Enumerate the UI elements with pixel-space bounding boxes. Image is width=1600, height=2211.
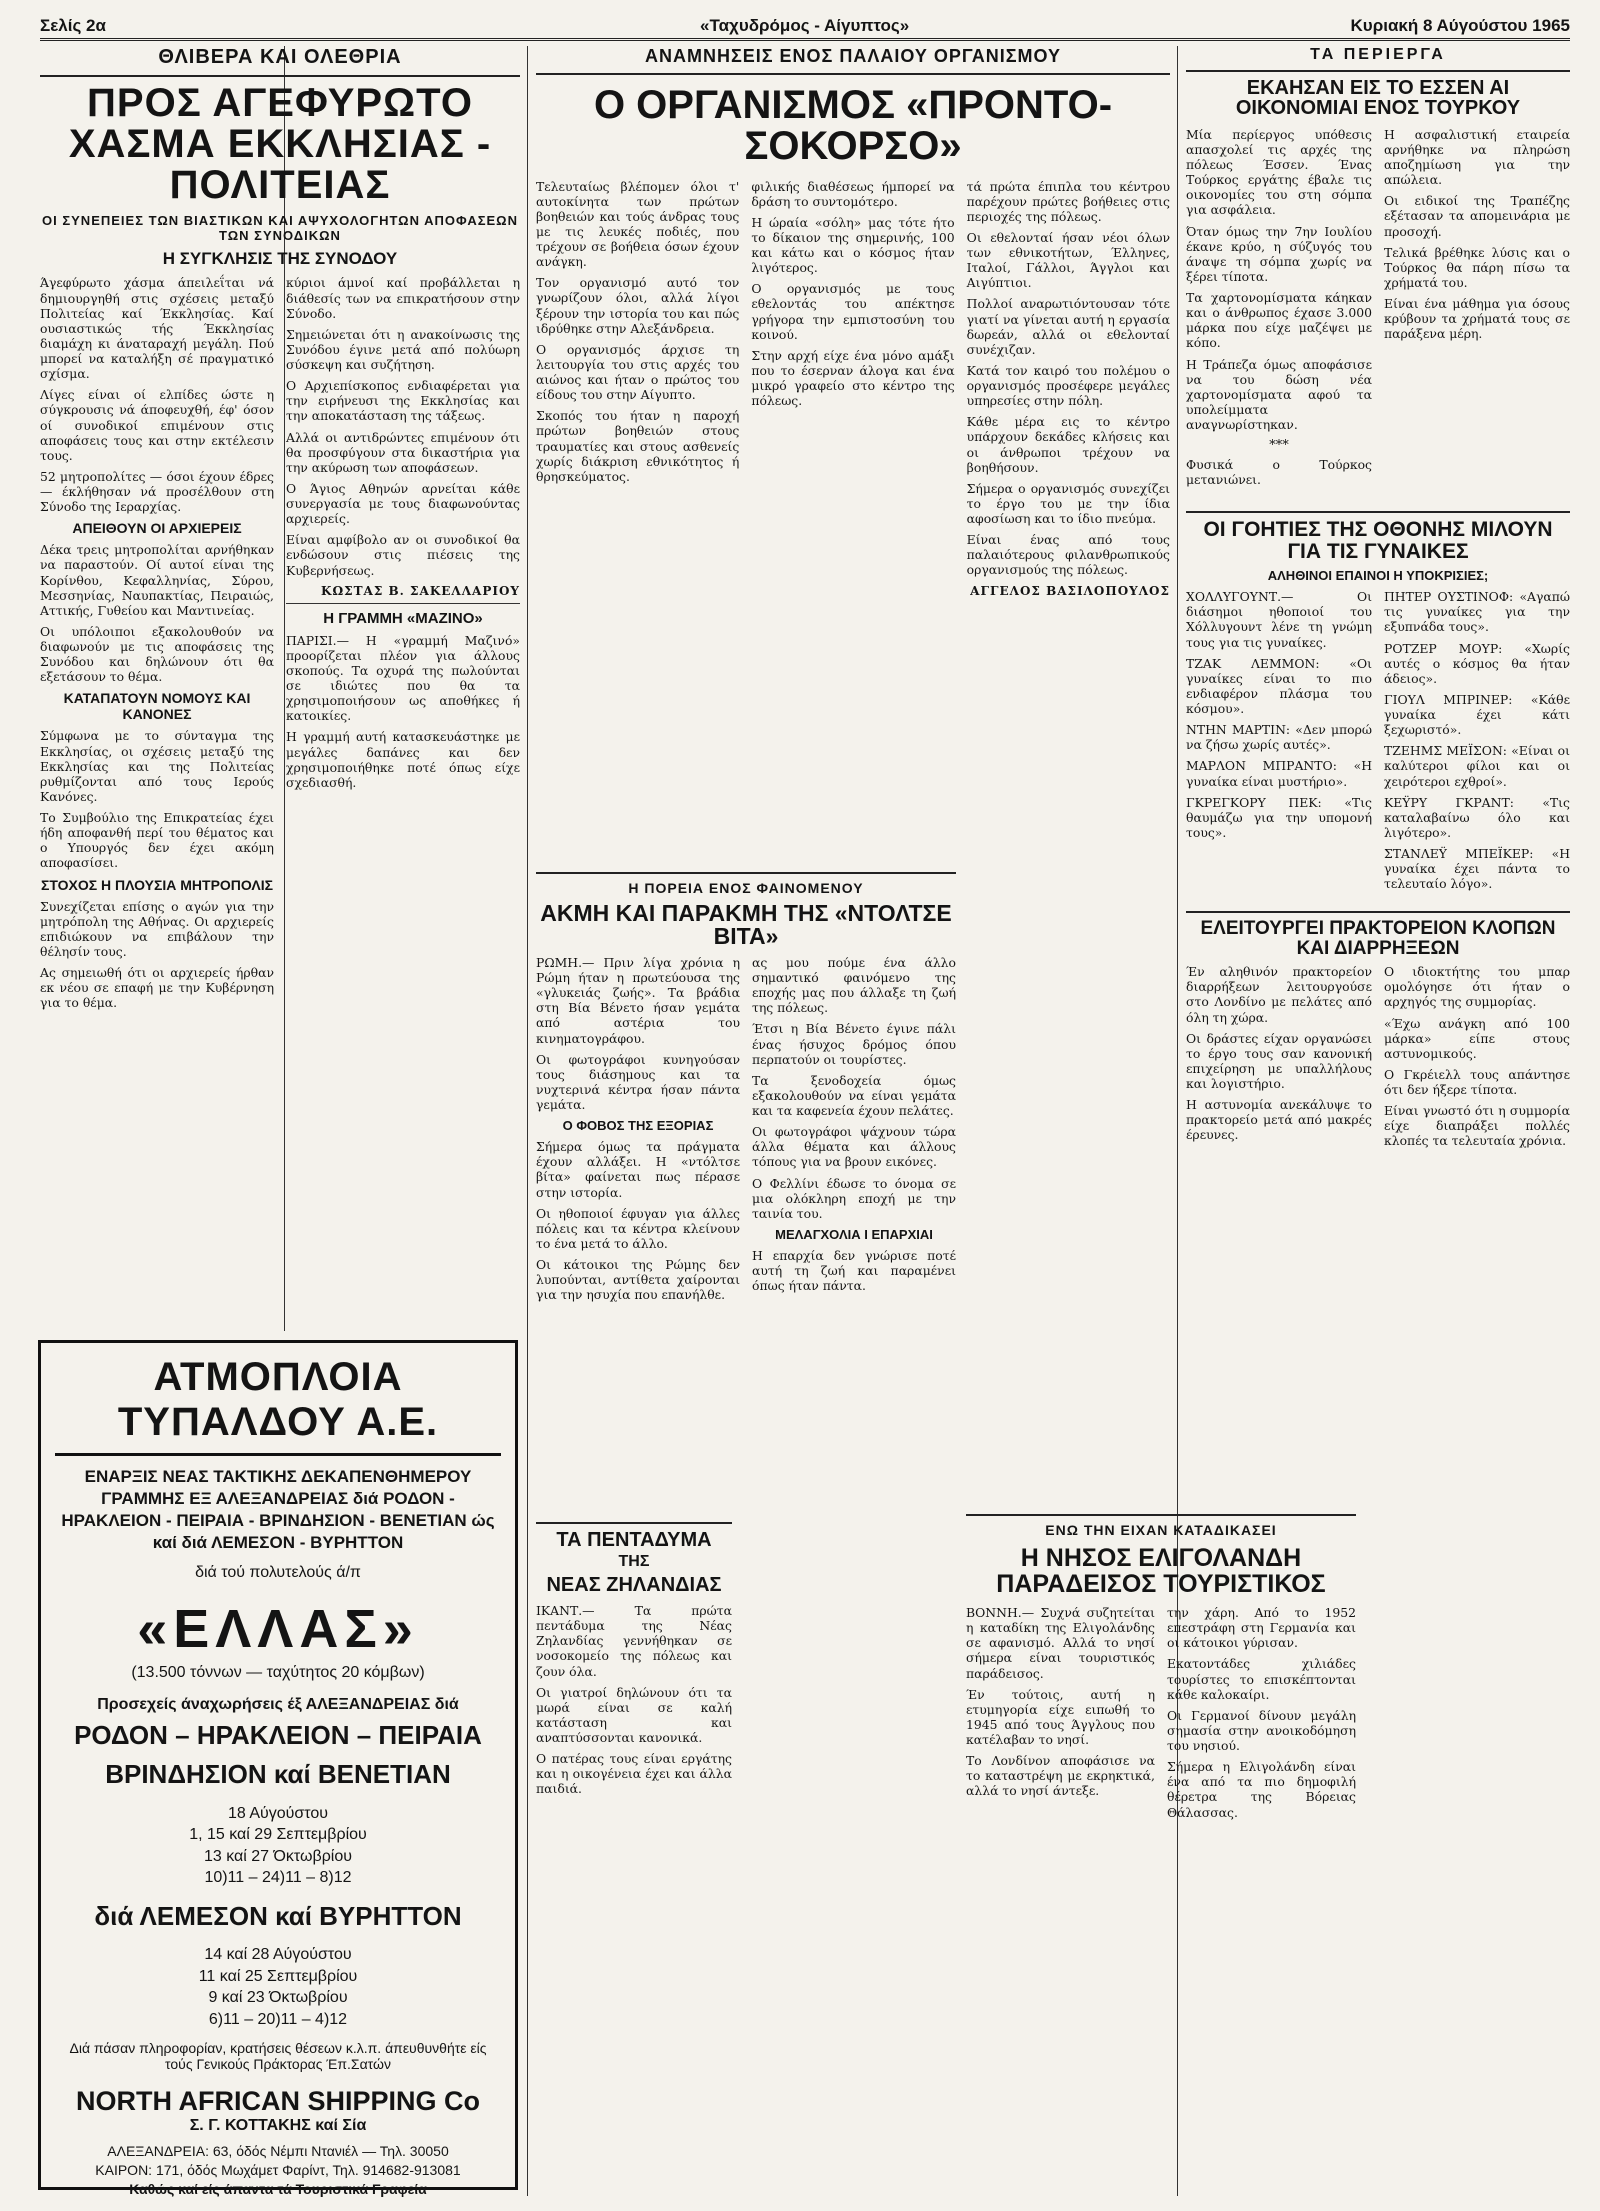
section-title: Η ΣΥΓΚΛΗΣΙΣ ΤΗΣ ΣΥΝΟΔΟΥ — [162, 249, 398, 269]
paragraph: Αλλά οι αντιδρώντες επιμένουν ότι θα προσφύγουν στα δικαστήρια για την ακύρωση των αποφάσεων. — [286, 429, 520, 475]
paragraph: Ο ιδιοκτήτης του μπαρ ομολόγησε ότι ήταν ο αρχηγός της συμμορίας. — [1384, 964, 1570, 1010]
ad-agent: NORTH AFRICAN SHIPPING Co — [76, 2086, 480, 2117]
paragraph: Ο Γκρέιελλ τους απάντησε ότι δεν ήξερε τίποτα. — [1384, 1066, 1570, 1098]
kicker: ΤΑ ΠΕΝΤΑΔΥΜΑ — [556, 1529, 712, 1551]
paragraph: ΝΤΗΝ ΜΑΡΤΙΝ: «Δεν μπορώ να ζήσω χωρίς αυτές». — [1186, 722, 1372, 753]
paragraph: Συνεχίζεται επίσης ο αγών για την μητρόπολη της Αθήνας. Οι αρχιερείς επιδιώκουν να επιβάλουν την θέλησίν τους. — [40, 898, 274, 959]
ad-info: Διά πάσαν πληροφορίαν, κρατήσεις θέσεων κ.λ.π. άπευθυνθήτε είς τούς Γενικούς Πράκτορας Έπ.Σατών — [69, 2040, 487, 2073]
paragraph: ΡΩΜΗ.— Πριν λίγα χρόνια η Ρώμη ήταν η πρωτεύουσα της «γλυκειάς ζωής». Τα βράδια στη Βία Βένετο ήσαν γεμάτα από αστέρια του κινηματογράφου. — [536, 954, 740, 1046]
byline: ΑΓΓΕΛΟΣ ΒΑΣΙΛΟΠΟΥΛΟΣ — [970, 583, 1170, 598]
ad-date: 10)11 – 24)11 – 8)12 — [204, 1869, 352, 1887]
paragraph: ΠΑΡΙΣΙ.— Η «γραμμή Μαζινό» προορίζεται πλέον για άλλους σκοπούς. Τα οχυρά της πωλούνται σε ιδιώτες που θα τα χρησιμοποιήσουν ως αποθήκες ή κατοικίες. — [286, 632, 520, 724]
separator-stars: *** — [1269, 438, 1289, 454]
paragraph: Ο οργανισμός με τους εθελοντάς του απέκτησε γρήγορα την εμπιστοσύνη του κοινού. — [751, 281, 955, 342]
subhead: ΜΕΛΑΓΧΟΛΙΑ Ι ΕΠΑΡΧΙΑΙ — [775, 1226, 933, 1242]
article-church-state — [40, 46, 520, 1016]
paragraph: Το Συμβούλιο της Επικρατείας έχει ήδη αποφανθή περί του θέματος και ο Υπουργός δεν έχει ακόμη αποφασίσει. — [40, 810, 274, 871]
paragraph: κύριοι άμνοί καί προβάλλεται η διάθεσίς των να επικρατήσουν στην Σύνοδο. — [286, 275, 520, 321]
kicker: Η ΠΟΡΕΙΑ ΕΝΟΣ ΦΑΙΝΟΜΕΝΟΥ — [628, 880, 864, 896]
article-essen-turk — [1186, 46, 1570, 1155]
paragraph: Η επαρχία δεν γνώρισε ποτέ αυτή τη ζωή και παραμένει όπως ήταν πάντα. — [752, 1247, 956, 1294]
paragraph: Σημειώνεται ότι η ανακοίνωσις της Συνόδου έγινε μετά από πολύωρη σύσκεψη και συζήτηση. — [286, 326, 520, 373]
paragraph: Οι Γερμανοί δίνουν μεγάλη σημασία στην ανοικοδόμηση του νησιού. — [1167, 1707, 1356, 1753]
paragraph: Σύμφωνα με το σύνταγμα της Εκκλησίας, οι σχέσεις μεταξύ της Εκκλησίας και της Πολιτείας ρυθμίζονται από τους Ιερούς Κανόνες. — [40, 728, 274, 804]
paragraph: Σήμερα η Ελιγολάνδη είναι ένα από τα πιο δημοφιλή θέρετρα της Βόρειας Θάλασσας. — [1167, 1759, 1356, 1820]
paragraph: Ο Αρχιεπίσκοπος ενδιαφέρεται για την ειρήνευσι της Εκκλησίας και την αποκατάσταση της τάξεως. — [286, 378, 520, 424]
paragraph: τά πρώτα έπιπλα του κέντρου παρέχουν πρώτες βοήθειες στις περιοχές της πόλεως. — [966, 178, 1170, 224]
paragraph: ΧΟΛΛΥΓΟΥΝΤ.— Οι διάσημοι ηθοποιοί του Χόλλυγουντ λένε τη γνώμη τους για τις γυναίκες. — [1186, 589, 1372, 650]
paragraph: ΒΟΝΝΗ.— Συχνά συζητείται η καταδίκη της Ελιγολάνδης σε αφανισμό. Αλλά το νησί σήμερα είναι τουριστικός παράδεισος. — [966, 1605, 1155, 1681]
headline: ΑΚΜΗ ΚΑΙ ΠΑΡΑΚΜΗ ΤΗΣ «ΝΤΟΛΤΣΕ ΒΙΤΑ» — [540, 900, 952, 950]
paragraph: Οι ηθοποιοί έφυγαν για άλλες πόλεις και τα κέντρα κλείνουν το ένα μετά το άλλο. — [536, 1205, 740, 1251]
paragraph: Δέκα τρεις μητροπολίται αρνήθηκαν να παραστούν. Οί αυτοί είναι της Κορίνθου, Κεφαλληνίας, Σύρου, Μεσσηνίας, Ναυπακτίας, Πειραιώς, Αττικής, Γυθείου και Μαντινείας. — [40, 542, 274, 618]
paragraph: ΓΙΟΥΛ ΜΠΡΙΝΕΡ: «Κάθε γυναίκα έχει κάτι ξεχωριστό». — [1384, 691, 1570, 738]
paragraph: ας μου πούμε ένα άλλο σημαντικό φαινόμενο της εποχής μας που άλλαξε τη ζωή της πόλεως. — [752, 954, 956, 1016]
headline: ΕΚΑΗΣΑΝ ΕΙΣ ΤΟ ΕΣΣΕΝ ΑΙ ΟΙΚΟΝΟΜΙΑΙ ΕΝΟΣ ΤΟΥΡΚΟΥ — [1235, 77, 1521, 120]
paragraph: Κάθε μέρα εις το κέντρο υπάρχουν δεκάδες κλήσεις και οι άνθρωποι τρέχουν να βοηθήσουν. — [966, 414, 1170, 475]
paragraph: Το Λονδίνον αποφάσισε να το καταστρέψη με εκρηκτικά, αλλά το νησί άντεξε. — [966, 1753, 1155, 1799]
kicker-part: ΤΗΣ — [618, 1553, 650, 1571]
paragraph: Είναι γνωστό ότι η συμμορία είχε διαπράξει πολλές κλοπές τα τελευταία χρόνια. — [1384, 1103, 1570, 1149]
ad-agent-name: Σ. Γ. ΚΟΤΤΑΚΗΣ καί Σία — [189, 2117, 367, 2135]
paragraph: Οι φωτογράφοι ψάχνουν τώρα άλλα θέματα και άλλους τόπους για να βρουν εικόνες. — [752, 1124, 956, 1170]
paragraph: ΙΚΑΝΤ.— Τα πρώτα πεντάδυμα της Νέας Ζηλανδίας γεννήθηκαν σε νοσοκομείο της πόλεως και ζουν όλα. — [536, 1603, 732, 1679]
paragraph: Άγεφύρωτο χάσμα άπειλεΐται νά δημιουργηθή στις σχέσεις μεταξύ Πολιτείας καί Έκκλησίας. Καί ουσιαστικώς τής Έκκλησίας διαμάχη κι άναταραχή μεγάλη. Πού μπορεί να καταλήξη σέ πραγματικό σχίσμα. — [40, 275, 274, 382]
kicker: ΤΑ ΠΕΡΙΕΡΓΑ — [1310, 46, 1446, 63]
page-number: Σελίς 2α — [40, 16, 106, 35]
paragraph: «Έχω ανάγκη από 100 μάρκα» είπε στους αστυνομικούς. — [1384, 1015, 1570, 1061]
paragraph: Είναι αμφίβολο αν οι συνοδικοί θα ενδώσουν στις πιέσεις της Κυβερνήσεως. — [286, 532, 520, 578]
ad-date: 13 καί 27 Όκτωβρίου — [203, 1847, 353, 1865]
ad-date: 1, 15 καί 29 Σεπτεμβρίου — [189, 1826, 367, 1844]
paragraph: Όταν όμως την 7ην Ιουλίου έκανε κρύο, η σύζυγός του άναψε τη σόμπα χωρίς να ξέρει τίποτα. — [1186, 223, 1372, 284]
ad-via: διά τού πολυτελούς ά/π — [195, 1564, 361, 1582]
article-heligoland — [966, 1508, 1356, 1826]
paragraph: Η Τράπεζα όμως αποφάσισε να του δώση νέα χαρτονομίσματα αφού τα υπολείμματα αναγνωρίστηκαν. — [1186, 356, 1372, 433]
shipping-advertisement — [38, 1340, 518, 2198]
paragraph: Είναι ένας από τους παλαιότερους φιλανθρωπικούς οργανισμούς της πόλεως. — [966, 532, 1170, 578]
paragraph: Μία περίεργος υπόθεσις απασχολεί τις αρχές της πόλεως Έσσεν. Ένας Τούρκος εργάτης έβαλε τις οικονομίες του στη σόμπα για ασφάλεια. — [1186, 126, 1372, 218]
paragraph: ΠΗΤΕΡ ΟΥΣΤΙΝΟΦ: «Αγαπώ τις γυναίκες για την εξυπνάδα τους». — [1384, 589, 1570, 635]
ad-ship-name: «ΕΛΛΑΣ» — [137, 1599, 419, 1660]
ad-address: ΑΛΕΞΑΝΔΡΕΙΑ: 63, όδός Νέμπι Ντανιέλ — Τηλ. 30050 — [107, 2143, 449, 2160]
ad-route: ΡΟΔΟΝ – ΗΡΑΚΛΕΙΟΝ – ΠΕΙΡΑΙΑ — [74, 1720, 482, 1751]
byline: ΚΩΣΤΑΣ Β. ΣΑΚΕΛΛΑΡΙΟΥ — [321, 583, 520, 598]
paragraph: ΜΑΡΛΟΝ ΜΠΡΑΝΤΟ: «Η γυναίκα είναι μυστήριο». — [1186, 758, 1372, 789]
paragraph: Τον οργανισμό αυτό τον γνωρίζουν όλοι, αλλά λίγοι ξέρουν την ιστορία του και πώς ιδρύθηκε στην Αλεξάνδρεια. — [536, 275, 740, 336]
paragraph: ΣΤΑΝΛΕΫ ΜΠΕΪΚΕΡ: «Η γυναίκα έχει πάντα το τελευταίο λόγο». — [1384, 846, 1570, 892]
article-quintuplets — [536, 1516, 732, 1803]
ad-route: διά ΛΕΜΕΣΟΝ καί ΒΥΡΗΤΤΟΝ — [94, 1900, 462, 1931]
ad-date: 18 Αύγούστου — [227, 1804, 329, 1822]
paragraph: ΓΚΡΕΓΚΟΡΥ ΠΕΚ: «Τις θαυμάζω για την υπομονή τους». — [1186, 794, 1372, 840]
paragraph: Οι εθελονταί ήσαν νέοι όλων των εθνικοτήτων, Έλληνες, Ιταλοί, Γάλλοι, Άγγλοι και Αιγύπτιοι. — [966, 229, 1170, 291]
ad-ship-spec: (13.500 τόννων — ταχύτητος 20 κόμβων) — [131, 1664, 425, 1682]
article-dolce-vita — [536, 866, 956, 1308]
subhead: ΚΑΤΑΠΑΤΟΥΝ ΝΟΜΟΥΣ ΚΑΙ ΚΑΝΟΝΕΣ — [63, 690, 251, 723]
headline: ΕΛΕΙΤΟΥΡΓΕΙ ΠΡΑΚΤΟΡΕΙΟΝ ΚΛΟΠΩΝ ΚΑΙ ΔΙΑΡΡΗΞΕΩΝ — [1200, 918, 1556, 959]
paragraph: Εκατοντάδες χιλιάδες τουρίστες το επισκέπτονται κάθε καλοκαίρι. — [1167, 1656, 1356, 1702]
paragraph: Ο Άγιος Αθηνών αρνείται κάθε συνεργασία με τους διαφωνούντας αρχιερείς. — [286, 480, 520, 527]
headline: ΝΕΑΣ ΖΗΛΑΝΔΙΑΣ — [546, 1573, 722, 1596]
paragraph: Πολλοί αναρωτιόντουσαν τότε γιατί να γίνεται αυτή η εργασία δωρεάν, αλλά οι εθελονταί συνέχιζαν. — [966, 296, 1170, 357]
masthead — [40, 12, 1570, 41]
paragraph: Ο οργανισμός άρχισε τη λειτουργία του στις αρχές του αιώνος και ήταν ο πρώτος του είδους του στην Αίγυπτο. — [536, 341, 740, 403]
article-screen-stars — [1186, 511, 1570, 897]
paragraph: 52 μητροπολίτες — όσοι έχουν έδρες — έκλήθησαν νά προσέλθουν στη Σύνοδο της Ιεραρχίας. — [40, 468, 274, 515]
paragraph: ΤΖΕΗΜΣ ΜΕΪΣΟΝ: «Είναι οι καλύτεροι φίλοι και οι χειρότεροι εχθροί». — [1384, 743, 1570, 789]
ad-company: ΑΤΜΟΠΛΟΙΑ ΤΥΠΑΛΔΟΥ Α.Ε. — [55, 1355, 501, 1456]
paragraph: Είναι ένα μάθημα για όσους κρύβουν τα χρήματά τους σε παράξενα μέρη. — [1384, 296, 1570, 342]
paragraph: Οι δράστες είχαν οργανώσει το έργο τους σαν κανονική επιχείρηση με υπαλλήλους και λογιστήριο. — [1186, 1030, 1372, 1092]
subhead: Η ΓΡΑΜΜΗ «ΜΑΖΙΝΟ» — [323, 609, 483, 627]
paragraph: Τα ξενοδοχεία όμως εξακολουθούν να είναι γεμάτα και τα καφενεία έχουν πελάτες. — [752, 1072, 956, 1119]
paragraph: Σκοπός του ήταν η παροχή πρώτων βοηθειών στους τραυματίες και στους ασθενείς χωρίς διάκριση εθνικότητος ή θρησκεύματος. — [536, 408, 740, 484]
paragraph: Φυσικά ο Τούρκος μετανιώνει. — [1186, 457, 1372, 488]
ad-announcement: ΕΝΑΡΞΙΣ ΝΕΑΣ ΤΑΚΤΙΚΗΣ ΔΕΚΑΠΕΝΘΗΜΕΡΟΥ ΓΡΑΜΜΗΣ ΕΞ ΑΛΕΞΑΝΔΡΕΙΑΣ διά ΡΟΔΟΝ - ΗΡΑΚΛΕΙΟΝ - ΠΕΙΡΑΙΑ - ΒΡΙΝΔΗΣΙΟΝ - ΒΕΝΕΤΙΑΝ ώς καί διά ΛΕΜΕΣΟΝ - ΒΥΡΗΤΤΟΝ — [61, 1467, 495, 1553]
paragraph: Οι γιατροί δηλώνουν ότι τα μωρά είναι σε καλή κατάσταση και αναπτύσσονται κανονικά. — [536, 1684, 732, 1746]
subhead: ΑΠΕΙΘΟΥΝ ΟΙ ΑΡΧΙΕΡΕΙΣ — [72, 520, 242, 537]
kicker: ΘΛΙΒΕΡΑ ΚΑΙ ΟΛΕΘΡΙΑ — [158, 46, 402, 68]
paragraph: Λίγες είναι οί ελπίδες ώστε η σύγκρουσις νά άποφευχθή, έφ' όσον οί συνοδικοί επιμένουν στις αποφάσεις τους και στην εκτέλεσιν τους. — [40, 387, 274, 463]
paragraph: φιλικής διαθέσεως ήμπορεί να δράση το συντομότερο. — [751, 178, 955, 209]
paragraph: Έν αληθινόν πρακτορείον διαρρήξεων λειτουργούσε στο Λονδίνο με πελάτες από όλη τη χώρα. — [1186, 964, 1372, 1025]
headline: ΟΙ ΓΟΗΤΙΕΣ ΤΗΣ ΟΘΟΝΗΣ ΜΙΛΟΥΝ ΓΙΑ ΤΙΣ ΓΥΝΑΙΚΕΣ — [1203, 518, 1553, 563]
kicker: ΕΝΩ ΤΗΝ ΕΙΧΑΝ ΚΑΤΑΔΙΚΑΣΕΙ — [1045, 1522, 1277, 1538]
ad-date: 9 καί 23 Όκτωβρίου — [208, 1989, 348, 2007]
ad-date: 6)11 – 20)11 – 4)12 — [208, 2010, 348, 2028]
paragraph: ΡΟΤΖΕΡ ΜΟΥΡ: «Χωρίς αυτές ο κόσμος θα ήταν άδειος». — [1384, 640, 1570, 686]
paragraph: Οι κάτοικοι της Ρώμης δεν λυπούνται, αντίθετα χαίρονται για την ησυχία που επανήλθε. — [536, 1257, 740, 1303]
paragraph: Έν τούτοις, αυτή η ετυμηγορία είχε ειπωθή το 1945 από τους Άγγλους που κατέλαβαν το νησί. — [966, 1686, 1155, 1747]
paragraph: Ο πατέρας τους είναι εργάτης και η οικογένεια έχει και άλλα παιδιά. — [536, 1751, 732, 1797]
paragraph: Τελευταίως βλέπομεν όλοι τ' αυτοκίνητα των πρώτων βοηθειών και τούς άνδρας τους με τις λευκές ποδιές, που τρέχουν σε βοήθεια όσων έχουν ανάγκη. — [536, 178, 740, 270]
ad-agencies: Καθώς καί είς άπαντα τά Τουριστικά Γραφεία — [129, 2181, 427, 2198]
paragraph: Κατά τον καιρό του πολέμου ο οργανισμός προσέφερε μεγάλες υπηρεσίες στην πόλη. — [966, 362, 1170, 409]
paragraph: Ας σημειωθή ότι οι αρχιερείς ήρθαν εκ νέου σε επαφή με την Κυβέρνηση για το θέμα. — [40, 965, 274, 1011]
paragraph: Τα χαρτονομίσματα κάηκαν και ο άνθρωπος έχασε 3.000 μάρκα που είχε μαζέψει με κόπο. — [1186, 290, 1372, 351]
paragraph: Σήμερα ο οργανισμός συνεχίζει το έργο του με την ίδια αφοσίωση και το ίδιο πνεύμα. — [966, 480, 1170, 527]
deck: ΟΙ ΣΥΝΕΠΕΙΕΣ ΤΩΝ ΒΙΑΣΤΙΚΩΝ ΚΑΙ ΑΨΥΧΟΛΟΓΗΤΩΝ ΑΠΟΦΑΣΕΩΝ ΤΩΝ ΣΥΝΟΔΙΚΩΝ — [42, 213, 518, 244]
paragraph: Η ασφαλιστική εταιρεία αρνήθηκε να πληρώση αποζημίωση για την απώλεια. — [1384, 126, 1570, 188]
paragraph: Ο Φελλίνι έδωσε το όνομα σε μια ολόκληρη εποχή με την ταινία του. — [752, 1175, 956, 1221]
article-theft-agency — [1186, 911, 1570, 1154]
paragraph: Σήμερα όμως τα πράγματα έχουν αλλάξει. Η «ντόλτσε βίτα» φαίνεται πως πέρασε στην ιστορία. — [536, 1139, 740, 1200]
paragraph: Η γραμμή αυτή κατασκευάστηκε με μεγάλες δαπάνες και δεν χρησιμοποιήθηκε ποτέ όπως είχε σχεδιασθή. — [286, 729, 520, 790]
paragraph: Τελικά βρέθηκε λύσις και ο Τούρκος θα πάρη πίσω τα χρήματά του. — [1384, 244, 1570, 290]
paragraph: Η αστυνομία ανεκάλυψε το πρακτορείο μετά από μακρές έρευνες. — [1186, 1097, 1372, 1143]
paragraph: Στην αρχή είχε ένα μόνο αμάξι που το έσερναν άλογα και ένα μικρό γραφείο στο κέντρο της πόλεως. — [751, 347, 955, 409]
subhead: ΣΤΟΧΟΣ Η ΠΛΟΥΣΙΑ ΜΗΤΡΟΠΟΛΙΣ — [40, 876, 274, 893]
ad-route: ΒΡΙΝΔΗΣΙΟΝ καί ΒΕΝΕΤΙΑΝ — [105, 1759, 451, 1790]
paragraph: Οι φωτογράφοι κυνηγούσαν τους διάσημους και τα νυχτερινά κέντρα ήσαν πάντα γεμάτα. — [536, 1051, 740, 1113]
ad-departures: Προσεχείς άναχωρήσεις έξ ΑΛΕΞΑΝΔΡΕΙΑΣ διά — [97, 1696, 459, 1714]
paragraph: την χάρη. Από το 1952 επεστράφη στη Γερμανία και οι κάτοικοι γύρισαν. — [1167, 1605, 1356, 1651]
paragraph: Έτσι η Βία Βένετο έγινε πάλι ένας ήσυχος δρόμος όπου περπατούν οι τουρίστες. — [752, 1021, 956, 1067]
subhead: ΑΛΗΘΙΝΟΙ ΕΠΑΙΝΟΙ Η ΥΠΟΚΡΙΣΙΕΣ; — [1267, 568, 1489, 584]
paragraph: Οι υπόλοιποι εξακολουθούν να διαφωνούν με τις αποφάσεις της Συνόδου και δηλώνουν ότι θα εξετάσουν το θέμα. — [40, 623, 274, 685]
paragraph: Οι ειδικοί της Τραπέζης εξέτασαν τα απομεινάρια με προσοχή. — [1384, 193, 1570, 239]
paragraph: ΤΖΑΚ ΛΕΜΜΟΝ: «Οι γυναίκες είναι το πιο ενδιαφέρον πλάσμα του κόσμου». — [1186, 655, 1372, 717]
headline: Η ΝΗΣΟΣ ΕΛΙΓΟΛΑΝΔΗ ΠΑΡΑΔΕΙΣΟΣ ΤΟΥΡΙΣΤΙΚΟΣ — [996, 1544, 1326, 1598]
issue-date: Κυριακή 8 Αύγούστου 1965 — [1350, 16, 1570, 35]
paragraph: ΚΕΫΡΥ ΓΚΡΑΝΤ: «Τις καταλαβαίνω όλο και λιγότερο». — [1384, 794, 1570, 840]
headline: Ο ΟΡΓΑΝΙΣΜΟΣ «ΠΡΟΝΤΟ-ΣΟΚΟΡΣΟ» — [593, 83, 1113, 168]
kicker: ΑΝΑΜΝΗΣΕΙΣ ΕΝΟΣ ΠΑΛΑΙΟΥ ΟΡΓΑΝΙΣΜΟΥ — [644, 46, 1062, 66]
ad-address: ΚΑΙΡΟΝ: 171, όδός Μωχάμετ Φαρίντ, Τηλ. 914682-913081 — [95, 2162, 461, 2179]
headline: ΠΡΟΣ ΑΓΕΦΥΡΩΤΟ ΧΑΣΜΑ ΕΚΚΛΗΣΙΑΣ - ΠΟΛΙΤΕΙΑΣ — [68, 81, 492, 207]
newspaper-name: «Ταχυδρόμος - Αίγυπτος» — [700, 16, 910, 35]
subhead: Ο ΦΟΒΟΣ ΤΗΣ ΕΞΟΡΙΑΣ — [562, 1118, 714, 1134]
ad-date: 11 καί 25 Σεπτεμβρίου — [198, 1967, 358, 1985]
ad-date: 14 καί 28 Αύγούστου — [204, 1946, 352, 1964]
paragraph: Η ώραία «σόλη» μας τότε ήτο το δίκαιον της σημερινής, 100 και κάτω και ο κόσμος ήταν λιγότερος. — [751, 214, 955, 276]
